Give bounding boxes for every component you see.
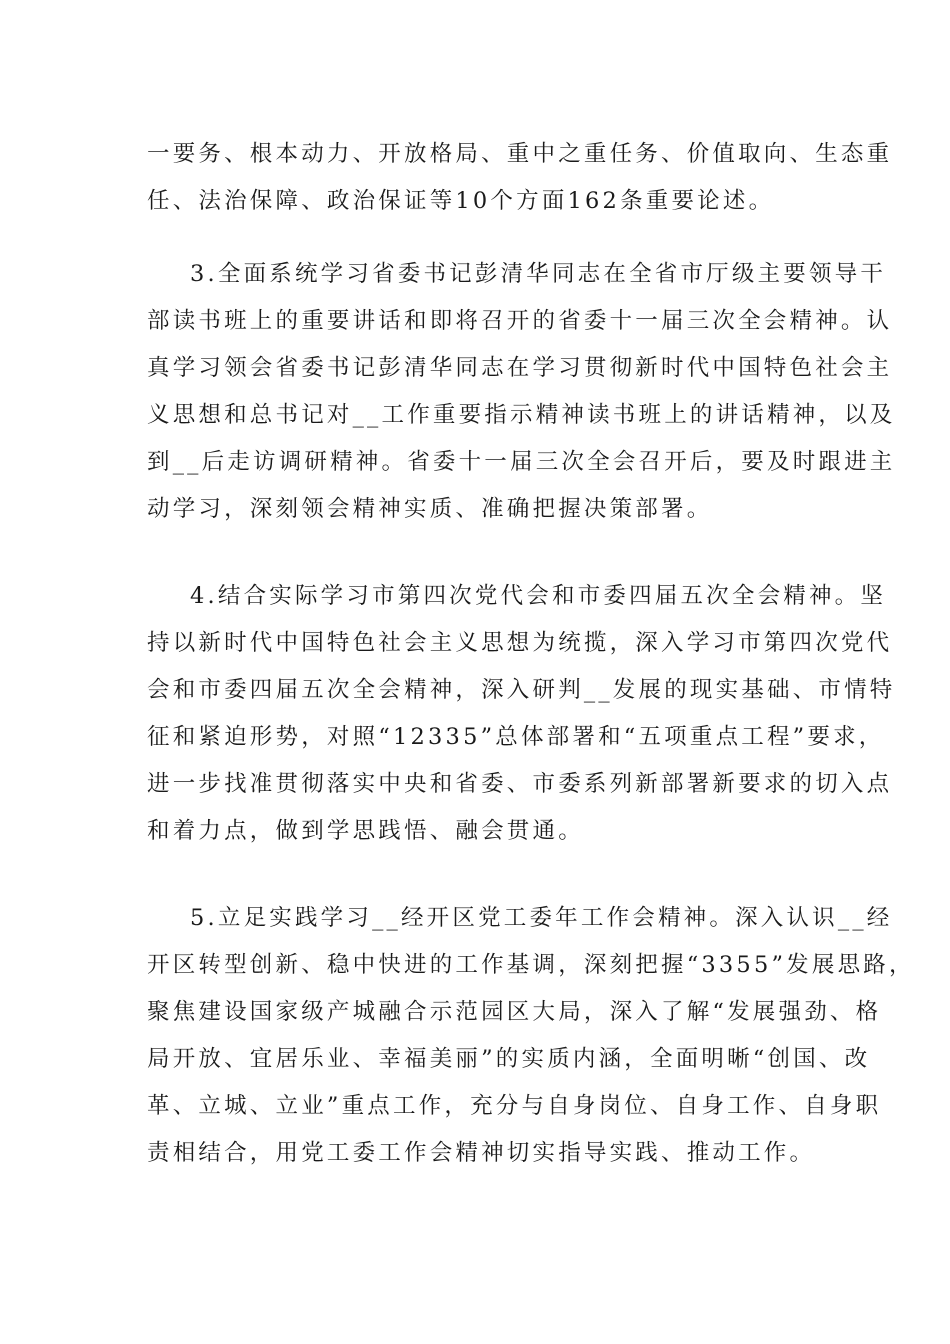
paragraph-2-line-2: 部读书班上的重要讲话和即将召开的省委十一届三次全会精神。认 bbox=[147, 308, 893, 334]
paragraph-4-line-1: 5.立足实践学习__经开区党工委年工作会精神。深入认识__经 bbox=[190, 905, 893, 931]
paragraph-4-line-2: 开区转型创新、稳中快进的工作基调，深刻把握“3355”发展思路， bbox=[147, 952, 915, 978]
paragraph-3-line-6: 和着力点，做到学思践悟、融会贯通。 bbox=[147, 818, 584, 844]
paragraph-2-line-1: 3.全面系统学习省委书记彭清华同志在全省市厅级主要领导干 bbox=[190, 261, 887, 287]
paragraph-4-line-6: 责相结合，用党工委工作会精神切实指导实践、推动工作。 bbox=[147, 1140, 816, 1166]
paragraph-2-line-6: 动学习，深刻领会精神实质、准确把握决策部署。 bbox=[147, 496, 713, 522]
paragraph-2-line-4: 义思想和总书记对__工作重要指示精神读书班上的讲话精神，以及 bbox=[147, 402, 896, 428]
paragraph-4-line-5: 革、立城、立业”重点工作，充分与自身岗位、自身工作、自身职 bbox=[147, 1093, 882, 1119]
paragraph-4-line-4: 局开放、宜居乐业、幸福美丽”的实质内涵，全面明晰“创国、改 bbox=[147, 1046, 871, 1072]
paragraph-3-line-2: 持以新时代中国特色社会主义思想为统揽，深入学习市第四次党代 bbox=[147, 630, 893, 656]
paragraph-4-line-3: 聚焦建设国家级产城融合示范园区大局，深入了解“发展强劲、格 bbox=[147, 999, 882, 1025]
paragraph-3-line-5: 进一步找准贯彻落实中央和省委、市委系列新部署新要求的切入点 bbox=[147, 771, 893, 797]
paragraph-2-line-5: 到__后走访调研精神。省委十一届三次全会召开后，要及时跟进主 bbox=[147, 449, 896, 475]
paragraph-1-line-1: 一要务、根本动力、开放格局、重中之重任务、价值取向、生态重 bbox=[147, 141, 893, 167]
paragraph-2-line-3: 真学习领会省委书记彭清华同志在学习贯彻新时代中国特色社会主 bbox=[147, 355, 893, 381]
paragraph-1-line-2: 任、法治保障、政治保证等10个方面162条重要论述。 bbox=[147, 188, 775, 214]
paragraph-3-line-1: 4.结合实际学习市第四次党代会和市委四届五次全会精神。坚 bbox=[190, 583, 887, 609]
paragraph-3-line-4: 征和紧迫形势，对照“12335”总体部署和“五项重点工程”要求， bbox=[147, 724, 885, 750]
paragraph-3-line-3: 会和市委四届五次全会精神，深入研判__发展的现实基础、市情特 bbox=[147, 677, 896, 703]
